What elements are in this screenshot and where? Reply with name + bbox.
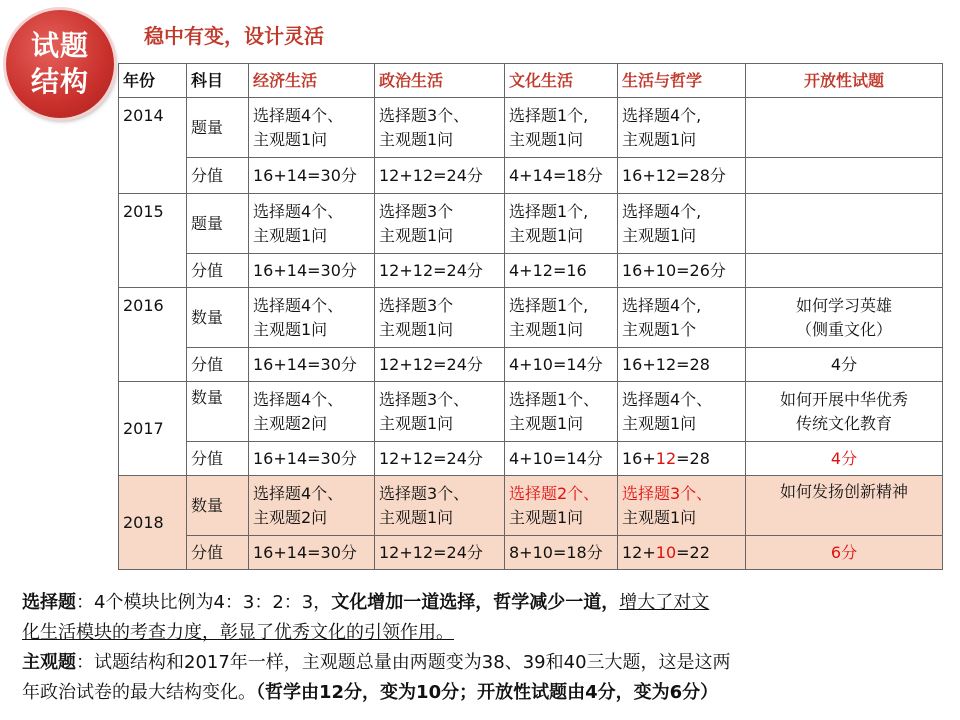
- choice-change: 文化增加一道选择，哲学减少一道，: [331, 592, 620, 613]
- header-subject: 科目: [187, 64, 249, 98]
- data-cell: 选择题4个, 主观题1问: [618, 194, 746, 254]
- data-cell: 12+12=24分: [375, 158, 505, 194]
- data-cell: [746, 158, 943, 194]
- analysis-line: [22, 588, 952, 618]
- data-cell: 选择题1个, 主观题1问: [505, 288, 618, 348]
- open-question-score: 4分: [746, 348, 943, 382]
- table-row: [119, 158, 943, 194]
- type-cell: 分值: [187, 536, 249, 570]
- data-cell: 选择题4个、 主观题1问: [249, 194, 375, 254]
- data-cell: 12+12=24分: [375, 442, 505, 476]
- type-cell: 数量: [187, 476, 249, 536]
- exam-structure-table: [118, 63, 943, 570]
- analysis-line: [22, 648, 952, 678]
- section-badge: [6, 10, 114, 118]
- data-cell: 选择题3个、 主观题1问: [375, 382, 505, 442]
- type-cell: 题量: [187, 194, 249, 254]
- year-cell: 2014: [119, 98, 187, 194]
- data-cell: 选择题3个 主观题1问: [375, 194, 505, 254]
- data-cell: [746, 254, 943, 288]
- data-cell: [746, 98, 943, 158]
- year-cell: 2017: [119, 382, 187, 476]
- table-row: [119, 98, 943, 158]
- subjective-text: ：试题结构和2017年一样，主观题总量由两题变为38、39和40三大题，这是这两: [76, 652, 731, 673]
- open-question-score: 6分: [746, 536, 943, 570]
- type-cell: 分值: [187, 254, 249, 288]
- year-cell: 2015: [119, 194, 187, 288]
- type-cell: 数量: [187, 382, 249, 442]
- type-cell: 分值: [187, 442, 249, 476]
- data-cell: 选择题4个、 主观题1问: [249, 98, 375, 158]
- choice-ratio: ：4个模块比例为4：3：2：3，: [76, 592, 332, 613]
- data-cell: 选择题4个、 主观题1问: [618, 382, 746, 442]
- data-cell: 选择题3个、 主观题1问: [618, 476, 746, 536]
- data-cell: 4+10=14分: [505, 442, 618, 476]
- header-politics: 政治生活: [375, 64, 505, 98]
- table-row-highlight: [119, 476, 943, 536]
- table-row: [119, 442, 943, 476]
- table-row: [119, 348, 943, 382]
- data-cell: 选择题2个、 主观题1问: [505, 476, 618, 536]
- header-culture: 文化生活: [505, 64, 618, 98]
- data-cell: 选择题1个、 主观题1问: [505, 382, 618, 442]
- data-cell: 12+12=24分: [375, 536, 505, 570]
- data-cell: 16+12=28分: [618, 158, 746, 194]
- type-cell: 数量: [187, 288, 249, 348]
- data-cell: 16+14=30分: [249, 536, 375, 570]
- badge-text: [6, 28, 114, 100]
- subjective-label: 主观题: [22, 652, 76, 673]
- data-cell: 选择题4个, 主观题1个: [618, 288, 746, 348]
- analysis-line: [22, 618, 952, 648]
- year-cell: 2018: [119, 476, 187, 570]
- data-cell: 选择题1个, 主观题1问: [505, 194, 618, 254]
- data-cell: 选择题3个、 主观题1问: [375, 476, 505, 536]
- open-question-cell: 如何学习英雄 （侧重文化）: [746, 288, 943, 348]
- data-cell: 16+14=30分: [249, 158, 375, 194]
- data-cell: 12+12=24分: [375, 254, 505, 288]
- table-header-row: [119, 64, 943, 98]
- type-cell: 题量: [187, 98, 249, 158]
- data-cell: 16+14=30分: [249, 442, 375, 476]
- table-row: [119, 194, 943, 254]
- data-cell: 选择题4个、 主观题1问: [249, 288, 375, 348]
- data-cell: [746, 194, 943, 254]
- slide-heading: 稳中有变，设计灵活: [144, 24, 324, 48]
- data-cell: 选择题3个、 主观题1问: [375, 98, 505, 158]
- analysis-text: [22, 588, 952, 708]
- data-cell: 16+12=28: [618, 442, 746, 476]
- header-open-question: 开放性试题: [746, 64, 943, 98]
- table-row: [119, 288, 943, 348]
- data-cell: 12+10=22: [618, 536, 746, 570]
- open-question-cell: 如何开展中华优秀 传统文化教育: [746, 382, 943, 442]
- data-cell: 16+12=28: [618, 348, 746, 382]
- badge-line-2: 结构: [30, 65, 89, 98]
- type-cell: 分值: [187, 348, 249, 382]
- table-row-highlight: [119, 536, 943, 570]
- open-question-score: 4分: [746, 442, 943, 476]
- choice-emphasis-cont: 化生活模块的考查力度，彰显了优秀文化的引领作用。: [22, 622, 454, 643]
- data-cell: 4+14=18分: [505, 158, 618, 194]
- choice-emphasis: 增大了对文: [619, 592, 710, 613]
- data-cell: 4+10=14分: [505, 348, 618, 382]
- header-year: 年份: [119, 64, 187, 98]
- table-row: [119, 382, 943, 442]
- data-cell: 4+12=16: [505, 254, 618, 288]
- data-cell: 选择题1个, 主观题1问: [505, 98, 618, 158]
- score-change-note: （哲学由12分，变为10分；开放性试题由4分，变为6分）: [256, 682, 719, 703]
- data-cell: 选择题3个 主观题1问: [375, 288, 505, 348]
- data-cell: 16+10=26分: [618, 254, 746, 288]
- header-economics: 经济生活: [249, 64, 375, 98]
- header-philosophy: 生活与哲学: [618, 64, 746, 98]
- badge-line-1: 试题: [30, 29, 89, 62]
- table-row: [119, 254, 943, 288]
- data-cell: 8+10=18分: [505, 536, 618, 570]
- year-cell: 2016: [119, 288, 187, 382]
- data-cell: 16+14=30分: [249, 254, 375, 288]
- data-cell: 选择题4个、 主观题2问: [249, 476, 375, 536]
- data-cell: 12+12=24分: [375, 348, 505, 382]
- open-question-cell: 如何发扬创新精神: [746, 476, 943, 536]
- subjective-text-cont: 年政治试卷的最大结构变化。: [22, 682, 256, 703]
- data-cell: 选择题4个、 主观题2问: [249, 382, 375, 442]
- analysis-line: [22, 678, 952, 708]
- data-cell: 选择题4个, 主观题1问: [618, 98, 746, 158]
- choice-label: 选择题: [22, 592, 76, 613]
- data-cell: 16+14=30分: [249, 348, 375, 382]
- type-cell: 分值: [187, 158, 249, 194]
